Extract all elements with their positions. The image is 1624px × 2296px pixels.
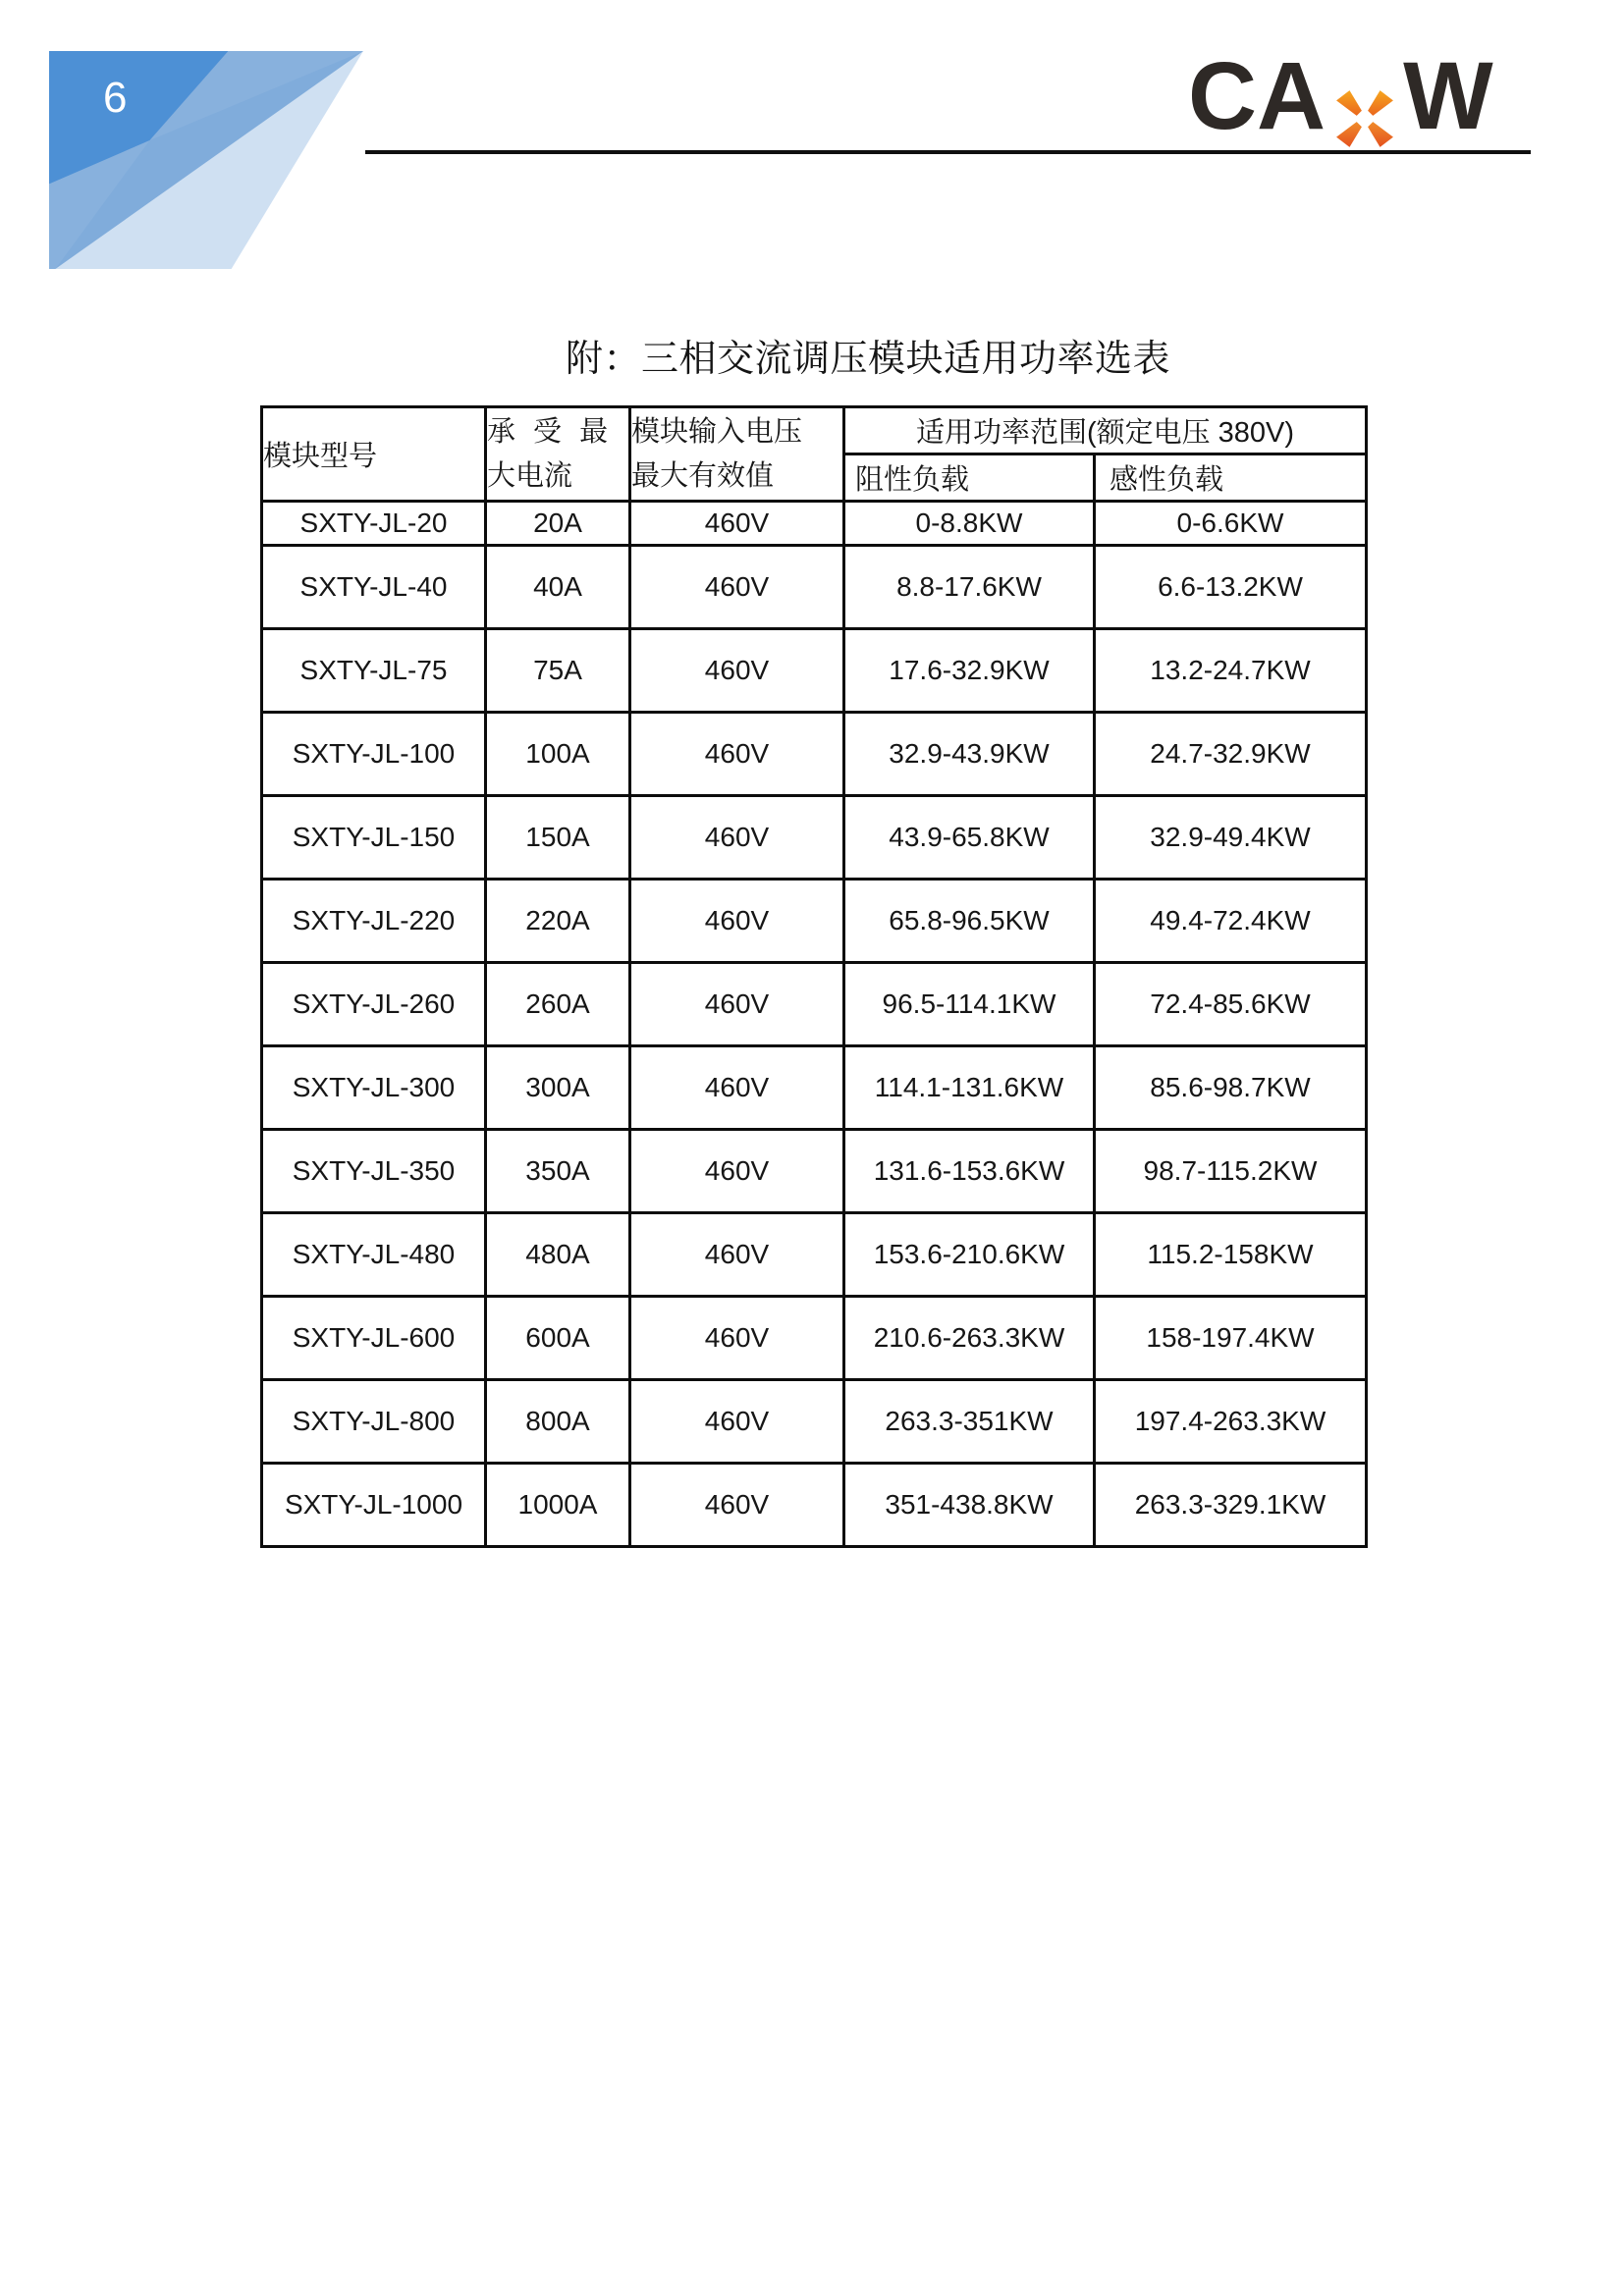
cell-max-current: 350A: [486, 1130, 630, 1213]
table-row: [262, 880, 1367, 963]
cell-input-voltage: 460V: [630, 963, 844, 1046]
cell-model: SXTY-JL-150: [262, 796, 486, 880]
cell-inductive-load: 263.3-329.1KW: [1095, 1464, 1367, 1547]
table-row: [262, 1046, 1367, 1130]
column-header-max-current-line2: 大电流: [487, 459, 573, 492]
table-row: [262, 796, 1367, 880]
cell-inductive-load: 13.2-24.7KW: [1095, 629, 1367, 713]
page-title: 附：三相交流调压模块适用功率选表: [566, 339, 1171, 380]
cell-model: SXTY-JL-600: [262, 1297, 486, 1380]
cell-model: SXTY-JL-220: [262, 880, 486, 963]
cell-inductive-load: 197.4-263.3KW: [1095, 1380, 1367, 1464]
cell-model: SXTY-JL-75: [262, 629, 486, 713]
cell-max-current: 40A: [486, 546, 630, 629]
cell-resistive-load: 32.9-43.9KW: [844, 713, 1095, 796]
column-header-inductive-load: 感性负载: [1095, 454, 1367, 502]
table-row: [262, 629, 1367, 713]
column-header-input-voltage: [630, 407, 844, 502]
cell-input-voltage: 460V: [630, 713, 844, 796]
cell-inductive-load: 85.6-98.7KW: [1095, 1046, 1367, 1130]
cell-max-current: 260A: [486, 963, 630, 1046]
cell-inductive-load: 6.6-13.2KW: [1095, 546, 1367, 629]
cell-model: SXTY-JL-40: [262, 546, 486, 629]
cell-input-voltage: 460V: [630, 1213, 844, 1297]
table-row: [262, 1464, 1367, 1547]
logo-text-right: W: [1403, 42, 1493, 149]
cell-input-voltage: 460V: [630, 1464, 844, 1547]
cell-inductive-load: 49.4-72.4KW: [1095, 880, 1367, 963]
cell-input-voltage: 460V: [630, 1297, 844, 1380]
cell-resistive-load: 210.6-263.3KW: [844, 1297, 1095, 1380]
cell-resistive-load: 114.1-131.6KW: [844, 1046, 1095, 1130]
cell-inductive-load: 115.2-158KW: [1095, 1213, 1367, 1297]
cell-max-current: 600A: [486, 1297, 630, 1380]
header-rule: [365, 150, 1531, 154]
cell-resistive-load: 351-438.8KW: [844, 1464, 1095, 1547]
cell-model: SXTY-JL-350: [262, 1130, 486, 1213]
cell-resistive-load: 153.6-210.6KW: [844, 1213, 1095, 1297]
cell-inductive-load: 24.7-32.9KW: [1095, 713, 1367, 796]
column-header-resistive-load: 阻性负载: [844, 454, 1095, 502]
cell-model: SXTY-JL-1000: [262, 1464, 486, 1547]
cell-resistive-load: 8.8-17.6KW: [844, 546, 1095, 629]
cell-max-current: 480A: [486, 1213, 630, 1297]
cell-model: SXTY-JL-480: [262, 1213, 486, 1297]
column-header-power-range: 适用功率范围(额定电压 380V): [844, 407, 1367, 454]
table-row: [262, 1297, 1367, 1380]
column-header-max-current-line1: 承 受 最: [487, 415, 614, 448]
cell-max-current: 1000A: [486, 1464, 630, 1547]
cell-model: SXTY-JL-300: [262, 1046, 486, 1130]
corner-decoration: [49, 51, 363, 269]
cell-resistive-load: 0-8.8KW: [844, 502, 1095, 546]
table-row: [262, 1130, 1367, 1213]
column-header-max-current: [486, 407, 630, 502]
logo-text-left: CA: [1188, 42, 1326, 149]
column-header-input-voltage-line2: 最大有效值: [631, 459, 775, 492]
table-row: [262, 502, 1367, 546]
table-row: [262, 546, 1367, 629]
cell-resistive-load: 43.9-65.8KW: [844, 796, 1095, 880]
cell-inductive-load: 32.9-49.4KW: [1095, 796, 1367, 880]
cell-input-voltage: 460V: [630, 629, 844, 713]
cell-resistive-load: 65.8-96.5KW: [844, 880, 1095, 963]
cell-max-current: 150A: [486, 796, 630, 880]
cell-input-voltage: 460V: [630, 502, 844, 546]
cell-input-voltage: 460V: [630, 880, 844, 963]
cell-max-current: 800A: [486, 1380, 630, 1464]
cell-model: SXTY-JL-800: [262, 1380, 486, 1464]
cell-resistive-load: 96.5-114.1KW: [844, 963, 1095, 1046]
column-header-model: 模块型号: [262, 407, 486, 502]
cell-inductive-load: 98.7-115.2KW: [1095, 1130, 1367, 1213]
company-logo: [1188, 42, 1493, 164]
cell-max-current: 300A: [486, 1046, 630, 1130]
table-row: [262, 963, 1367, 1046]
cell-input-voltage: 460V: [630, 546, 844, 629]
cell-model: SXTY-JL-20: [262, 502, 486, 546]
cell-resistive-load: 17.6-32.9KW: [844, 629, 1095, 713]
table-row: [262, 713, 1367, 796]
cell-input-voltage: 460V: [630, 1130, 844, 1213]
table-row: [262, 1213, 1367, 1297]
table-row: [262, 1380, 1367, 1464]
cell-resistive-load: 131.6-153.6KW: [844, 1130, 1095, 1213]
power-selection-table: [260, 405, 1368, 1548]
cell-inductive-load: 158-197.4KW: [1095, 1297, 1367, 1380]
cell-input-voltage: 460V: [630, 1380, 844, 1464]
cell-max-current: 20A: [486, 502, 630, 546]
cell-max-current: 220A: [486, 880, 630, 963]
cell-resistive-load: 263.3-351KW: [844, 1380, 1095, 1464]
column-header-input-voltage-line1: 模块输入电压: [631, 415, 803, 448]
cell-input-voltage: 460V: [630, 796, 844, 880]
cell-max-current: 75A: [486, 629, 630, 713]
cell-inductive-load: 0-6.6KW: [1095, 502, 1367, 546]
cell-input-voltage: 460V: [630, 1046, 844, 1130]
cell-inductive-load: 72.4-85.6KW: [1095, 963, 1367, 1046]
cell-model: SXTY-JL-260: [262, 963, 486, 1046]
page-number: 6: [103, 74, 128, 122]
cell-max-current: 100A: [486, 713, 630, 796]
cell-model: SXTY-JL-100: [262, 713, 486, 796]
